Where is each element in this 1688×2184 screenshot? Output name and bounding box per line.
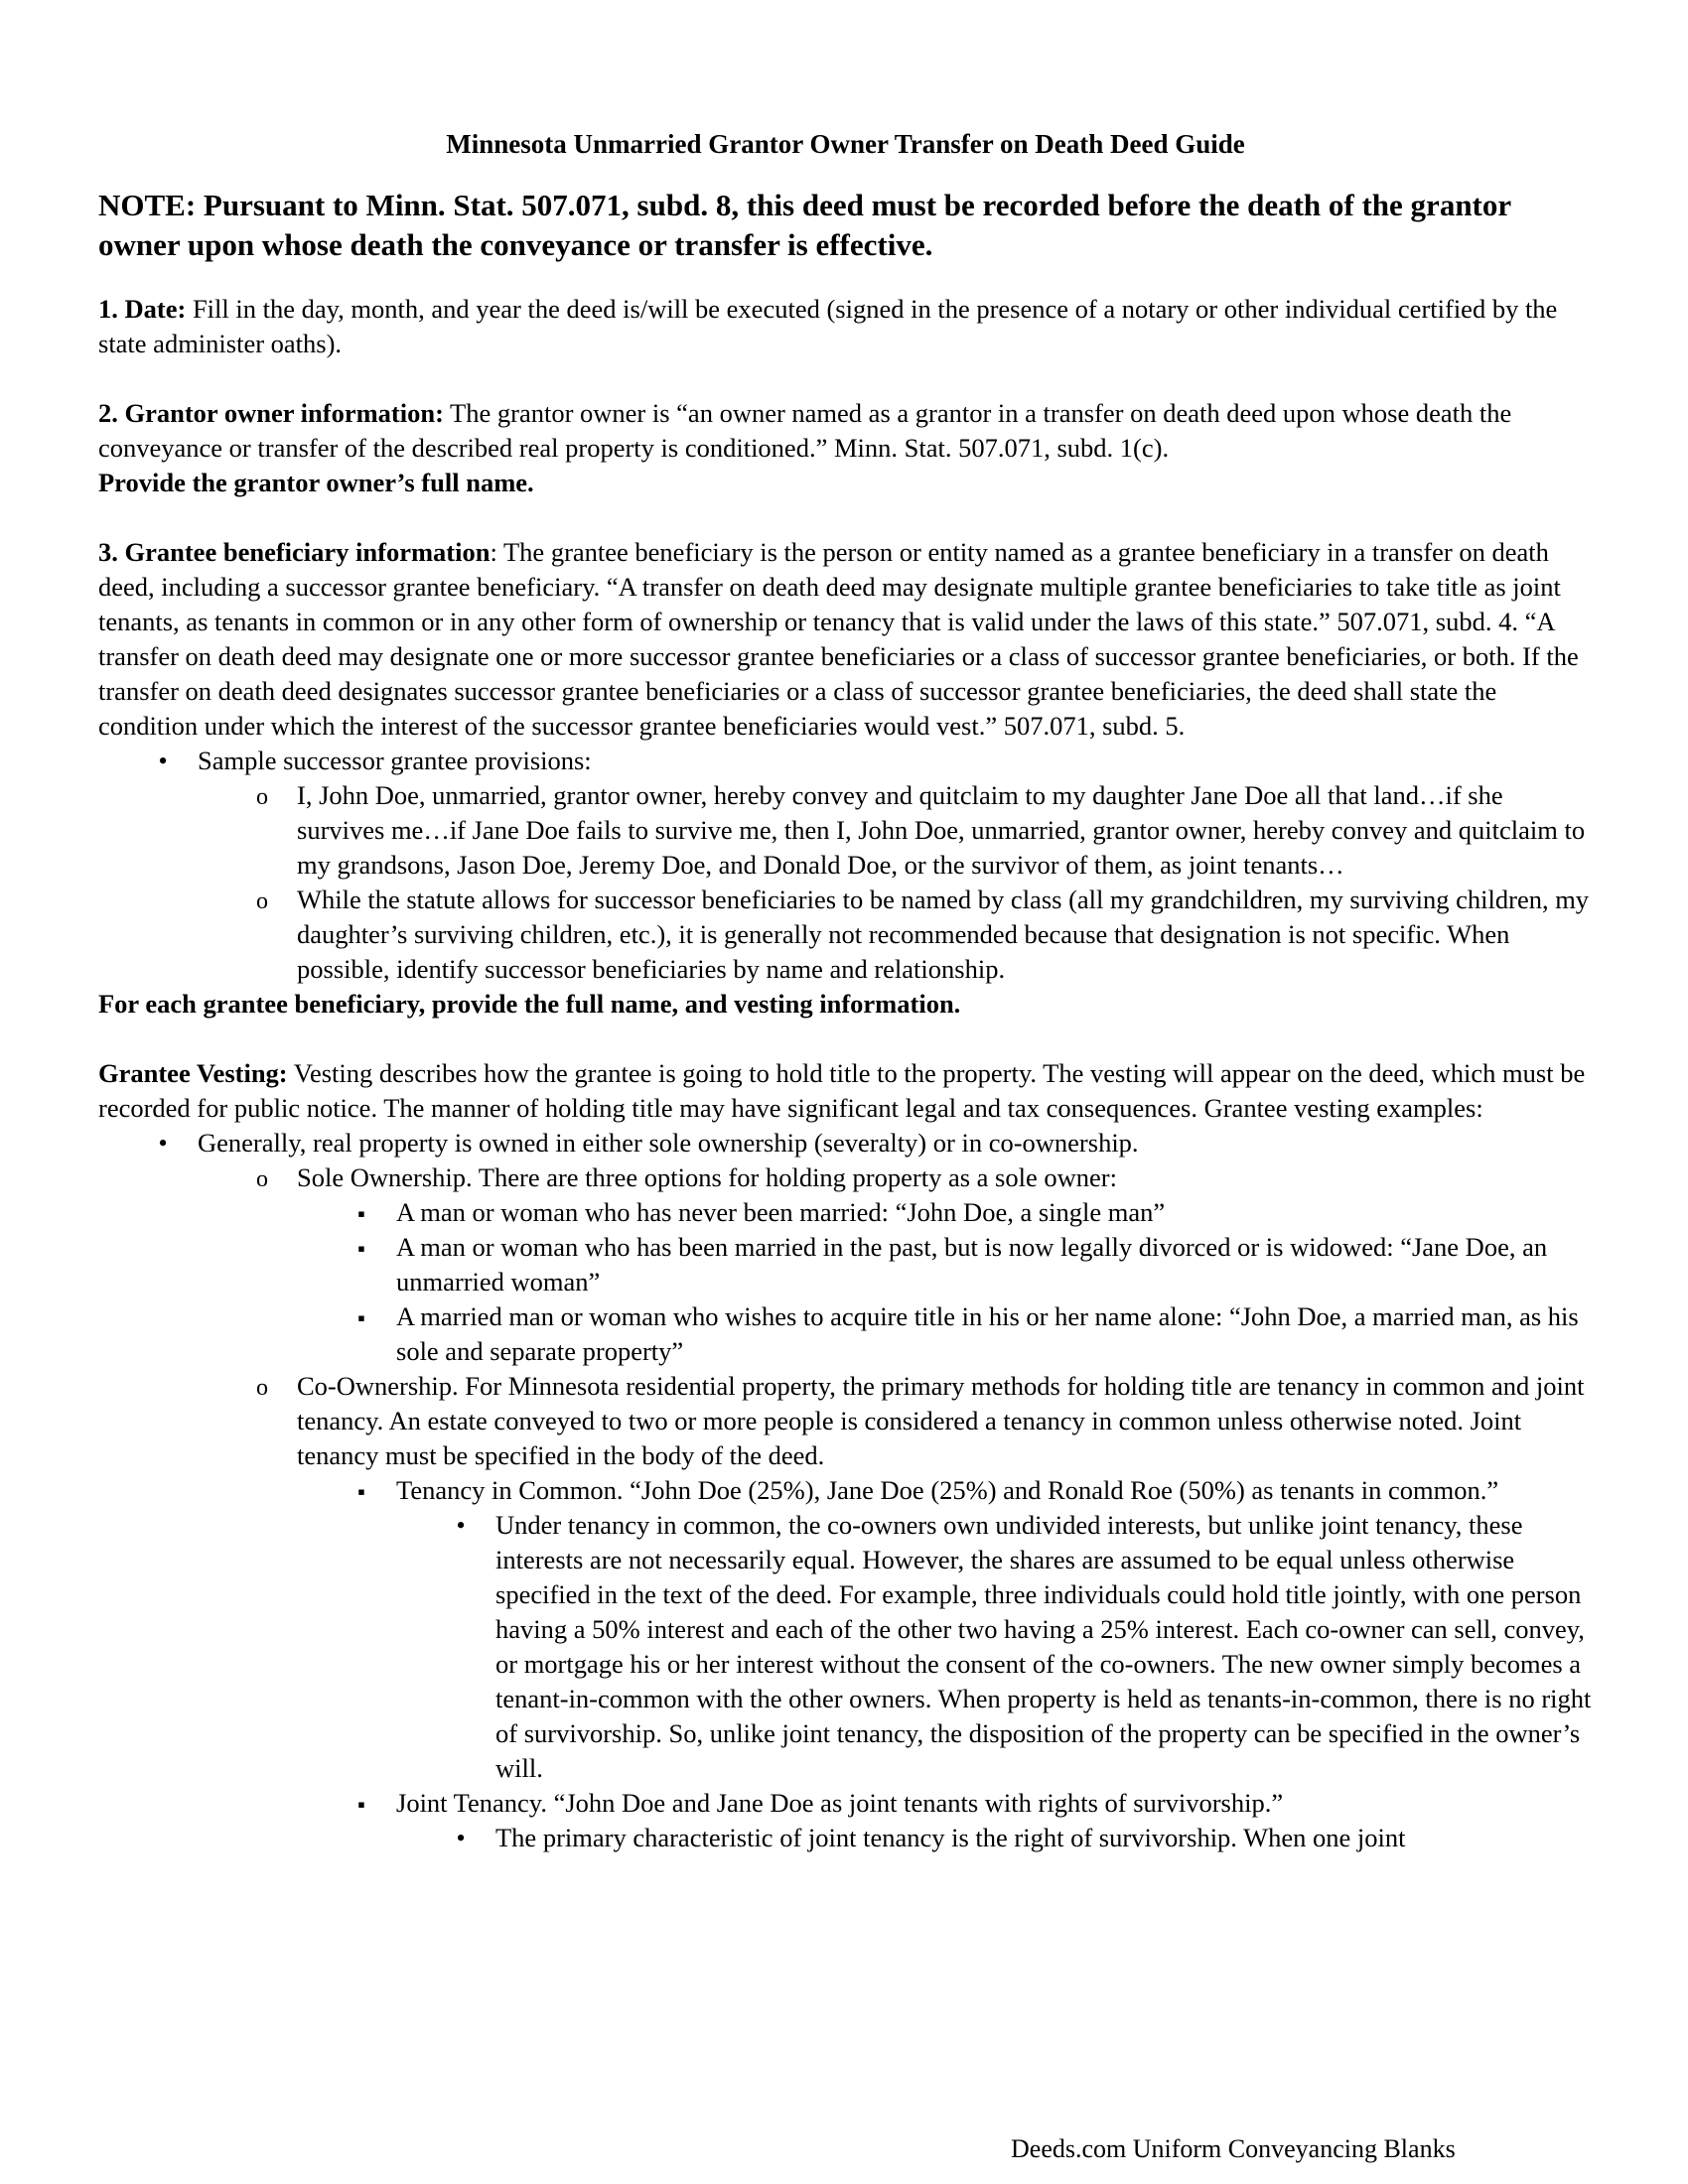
list-item [98, 1195, 1593, 1230]
square-bullet-icon [347, 1786, 376, 1822]
sole-ownership-text: Sole Ownership. There are three options for holding property as a sole owner: [297, 1162, 1117, 1192]
grantor-label: 2. Grantor owner information: [98, 398, 444, 428]
joint-tenancy-detail: The primary characteristic of joint tenancy is the right of survivorship. When one joint [495, 1823, 1406, 1852]
circle-bullet-icon [247, 883, 277, 919]
grantee-list [98, 744, 1593, 987]
grantee-instruction: For each grantee beneficiary, provide the full name, and vesting information. [98, 989, 961, 1019]
bullet-icon [148, 1126, 178, 1160]
list-item [98, 1299, 1593, 1369]
circle-bullet-icon [247, 1160, 277, 1197]
list-item [98, 1160, 1593, 1195]
list-item [98, 778, 1593, 883]
class-designation-text: While the statute allows for successor beneficiaries to be named by class (all my grandchildren, my surviving children, my daughter’s surviving children, etc.), it is generally not recommended because that designation is not specific. When possible, identify successor beneficiaries by name and relationship. [297, 885, 1590, 984]
grantee-section [98, 535, 1593, 1022]
square-bullet-icon [347, 1230, 376, 1266]
joint-tenancy-text: Joint Tenancy. “John Doe and Jane Doe as joint tenants with rights of survivorship.” [396, 1788, 1284, 1818]
vesting-text: Vesting describes how the grantee is going to hold title to the property. The vesting will appear on the deed, which must be recorded for public notice. The manner of holding title may have significant legal and tax consequences. Grantee vesting examples: [98, 1058, 1586, 1123]
vesting-label: Grantee Vesting: [98, 1058, 288, 1088]
list-item [98, 744, 1593, 778]
bullet-icon [148, 744, 178, 778]
grantee-label: 3. Grantee beneficiary information [98, 537, 491, 567]
list-item [98, 1821, 1593, 1855]
grantor-section [98, 396, 1593, 500]
date-text: Fill in the day, month, and year the deed is/will be executed (signed in the presence of a notary or other individual certified by the state administer oaths). [98, 294, 1558, 358]
date-label: 1. Date: [98, 294, 187, 324]
list-item [98, 1473, 1593, 1508]
list-item [98, 1126, 1593, 1160]
vesting-list [98, 1126, 1593, 1855]
list-item [98, 1786, 1593, 1821]
list-item [98, 1508, 1593, 1786]
recording-note: NOTE: Pursuant to Minn. Stat. 507.071, subd. 8, this deed must be recorded before the death of the grantor owner upon whose death the conveyance or transfer is effective. [98, 188, 1511, 262]
grantee-text: : The grantee beneficiary is the person or entity named as a grantee beneficiary in a transfer on death deed, including a successor grantee beneficiary. “A transfer on death deed may designate multiple grantee beneficiaries to take title as joint tenants, as tenants in common or in any other form of ownership or tenancy that is valid under the laws of this state.” 507.071, subd. 4. “A transfer on death deed may designate one or more successor grantee beneficiaries or a class of successor grantee beneficiaries, or both. If the transfer on death deed designates successor grantee beneficiaries or a class of successor grantee beneficiaries, the deed shall state the condition under which the interest of the successor grantee beneficiaries would vest.” 507.071, subd. 5. [98, 537, 1579, 741]
list-item [98, 1230, 1593, 1299]
bullet-icon [446, 1821, 476, 1855]
document-body [98, 127, 1593, 1855]
sample-provision-text: I, John Doe, unmarried, grantor owner, hereby convey and quitclaim to my daughter Jane Doe all that land…if she survives me…if Jane Doe fails to survive me, then I, John Doe, unmarried, grantor owner, hereby convey and quitclaim to my grandsons, Jason Doe, Jeremy Doe, and Donald Doe, or the survivor of them, as joint tenants… [297, 780, 1586, 880]
grantor-text: The grantor owner is “an owner named as a grantor in a transfer on death deed upon whose death the conveyance or transfer of the described real property is conditioned.” Minn. Stat. 507.071, subd. 1(c). [98, 398, 1512, 463]
circle-bullet-icon [247, 778, 277, 815]
date-section [98, 292, 1593, 361]
page-footer: Deeds.com Uniform Conveyancing Blanks [1011, 2134, 1456, 2163]
sole-option-single: A man or woman who has never been married: “John Doe, a single man” [396, 1197, 1166, 1227]
vesting-section [98, 1056, 1593, 1855]
tenancy-in-common-text: Tenancy in Common. “John Doe (25%), Jane Doe (25%) and Ronald Roe (50%) as tenants in common.” [396, 1475, 1499, 1505]
sample-provisions-label: Sample successor grantee provisions: [198, 746, 592, 775]
ownership-overview: Generally, real property is owned in either sole ownership (severalty) or in co-ownership. [198, 1128, 1139, 1158]
circle-bullet-icon [247, 1369, 277, 1406]
document-title: Minnesota Unmarried Grantor Owner Transfer on Death Deed Guide [446, 129, 1245, 159]
co-ownership-text: Co-Ownership. For Minnesota residential property, the primary methods for holding title are tenancy in common and joint tenancy. An estate conveyed to two or more people is considered a tenancy in common unless otherwise noted. Joint tenancy must be specified in the body of the deed. [297, 1371, 1585, 1470]
sole-option-married: A married man or woman who wishes to acquire title in his or her name alone: “John Doe, a married man, as his sole and separate property” [396, 1301, 1579, 1366]
bullet-icon [446, 1508, 476, 1543]
square-bullet-icon [347, 1299, 376, 1335]
square-bullet-icon [347, 1195, 376, 1231]
tenancy-in-common-detail: Under tenancy in common, the co-owners own undivided interests, but unlike joint tenancy, these interests are not necessarily equal. However, the shares are assumed to be equal unless otherwise specified in the text of the deed. For example, three individuals could hold title jointly, with one person having a 50% interest and each of the other two having a 25% interest. Each co-owner can sell, convey, or mortgage his or her interest without the consent of the co-owners. The new owner simply becomes a tenant-in-common with the other owners. When property is held as tenants-in-common, there is no right of survivorship. So, unlike joint tenancy, the disposition of the property can be specified in the owner’s will. [495, 1510, 1592, 1783]
list-item [98, 1369, 1593, 1473]
square-bullet-icon [347, 1473, 376, 1509]
sole-option-unmarried: A man or woman who has been married in the past, but is now legally divorced or is widowed: “Jane Doe, an unmarried woman” [396, 1232, 1548, 1297]
grantor-instruction: Provide the grantor owner’s full name. [98, 468, 534, 497]
list-item [98, 883, 1593, 987]
